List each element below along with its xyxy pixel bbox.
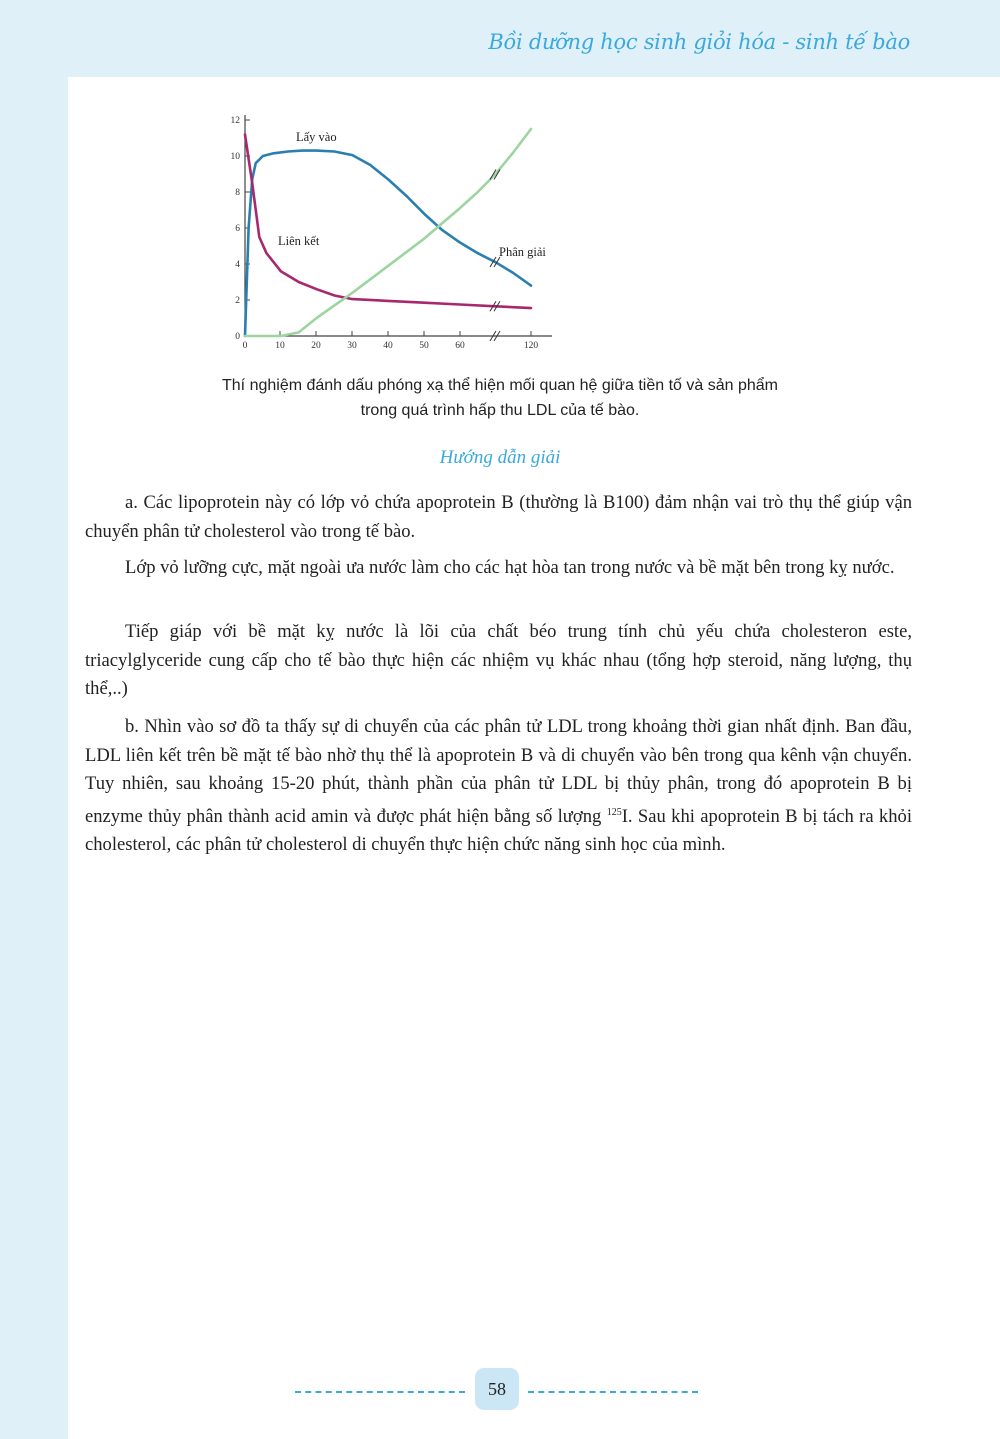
page-number: 58: [475, 1368, 519, 1410]
footer-dash-right: [528, 1391, 698, 1393]
paragraph-core: Tiếp giáp với bề mặt kỵ nước là lõi của chất béo trung tính chủ yếu chứa cholesteron este, triacylglyceride cung cấp cho tế bào thực hiện các nhiệm vụ khác nhau (tổng hợp steroid, năng lượng, thụ thể,..): [85, 621, 912, 699]
series-line-1: [245, 134, 531, 308]
footer: [0, 1366, 1000, 1412]
paragraph-b-text-1: b. Nhìn vào sơ đồ ta thấy sự di chuyển của các phân tử LDL trong khoảng thời gian nhất định. Ban đầu, LDL liên kết trên bề mặt tế bào nhờ thụ thể là apoprotein B và di chuyển vào bên trong qua kênh vận chuyển. Tuy nhiên, sau khoảng 15-20 phút, thành phần của phân tử LDL bị thủy phân, trong đó apoprotein B bị enzyme thủy phân thành acid amin và được phát hiện bằng số lượng: [85, 716, 912, 827]
y-tick-label: 2: [235, 296, 240, 306]
y-tick-label: 0: [235, 332, 240, 342]
paragraph-shell: Lớp vỏ lưỡng cực, mặt ngoài ưa nước làm cho các hạt hòa tan trong nước và bề mặt bên trong kỵ nước.: [125, 557, 895, 578]
x-tick-label: 20: [311, 341, 321, 351]
x-tick-label: 30: [347, 341, 357, 351]
y-tick-label: 6: [235, 224, 240, 234]
isotope-superscript: 125: [606, 806, 622, 818]
y-tick-label: 12: [230, 116, 240, 126]
y-tick-label: 8: [235, 188, 240, 198]
series-label-0: Lấy vào: [296, 130, 337, 144]
figure-caption-line1: Thí nghiệm đánh dấu phóng xạ thể hiện mối quan hệ giữa tiền tố và sản phẩm: [222, 377, 778, 394]
y-tick-label: 4: [235, 260, 240, 270]
section-heading: Hướng dẫn giải: [439, 447, 561, 468]
paragraph-b: [85, 713, 912, 860]
x-tick-label: 40: [383, 341, 393, 351]
y-tick-label: 10: [230, 152, 240, 162]
x-tick-label: 120: [523, 341, 539, 351]
paragraph-a: a. Các lipoprotein này có lớp vỏ chứa apoprotein B (thường là B100) đảm nhận vai trò thụ thể giúp vận chuyển phân tử cholesterol vào trong tế bào.: [85, 492, 912, 542]
x-tick-label: 60: [455, 341, 465, 351]
footer-dash-left: [295, 1391, 465, 1393]
line-chart-svg: [218, 105, 563, 360]
chart: [218, 105, 563, 360]
header-band: [0, 0, 1000, 77]
paragraph-b-text-2: I. Sau khi apoprotein B bị tách ra khỏi cholesterol, các phân tử cholesterol di chuyển thực hiện chức năng sinh học của mình.: [85, 805, 912, 856]
book-title: Bồi dưỡng học sinh giỏi hóa - sinh tế bào: [488, 30, 910, 54]
x-tick-label: 0: [242, 341, 248, 351]
series-label-1: Liên kết: [278, 234, 320, 248]
series-label-2: Phân giải: [499, 245, 546, 259]
figure-caption-line2: trong quá trình hấp thu LDL của tế bào.: [360, 402, 640, 419]
x-tick-label: 10: [275, 341, 285, 351]
x-tick-label: 50: [419, 341, 429, 351]
